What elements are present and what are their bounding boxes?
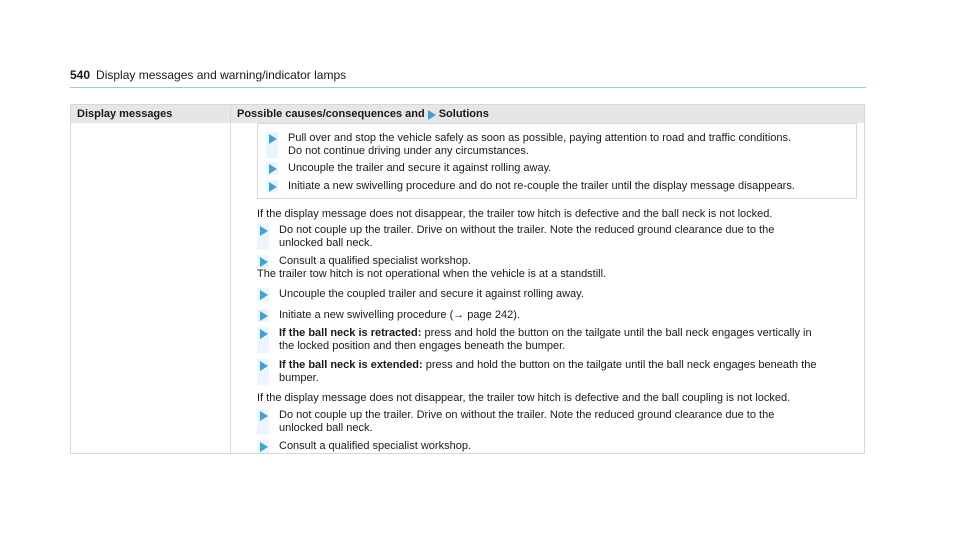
list-item [257, 255, 856, 268]
item-text: unlocked ball neck. [279, 237, 373, 249]
item-text: Consult a qualified specialist workshop. [279, 440, 471, 452]
page-header [70, 69, 346, 82]
arrow-right-icon [269, 134, 277, 144]
item-text: press and hold the button on the tailgate until the ball neck engages beneath the [422, 359, 817, 371]
list-item [257, 440, 856, 453]
item-text: unlocked ball neck. [279, 422, 373, 434]
condition-label: If the ball neck is extended: [279, 359, 423, 371]
list-item [257, 327, 856, 353]
item-text: press and hold the button on the tailgate until the ball neck engages vertically in [421, 327, 812, 339]
arrow-right-icon [260, 290, 268, 300]
item-text: the locked position and then engages beneath the bumper. [279, 340, 566, 352]
list-item [257, 309, 856, 322]
col2-suffix: Solutions [438, 108, 489, 120]
table-header [71, 105, 864, 123]
item-text: Do not couple up the trailer. Drive on without the trailer. Note the reduced ground clearance due to the [279, 224, 775, 236]
list-item [266, 180, 848, 193]
list-item [257, 409, 856, 435]
arrow-right-icon [269, 164, 277, 174]
list-item [266, 162, 848, 175]
item-text: Uncouple the coupled trailer and secure it against rolling away. [279, 288, 584, 300]
column-divider [230, 105, 231, 453]
item-text: Consult a qualified specialist workshop. [279, 255, 471, 267]
arrow-right-icon [428, 110, 436, 120]
arrow-right-icon [260, 361, 268, 371]
page-number: 540 [70, 68, 91, 82]
cross-reference: Initiate a new swivelling procedure (→ page 242). [279, 309, 520, 321]
instruction-box [257, 123, 857, 199]
item-text: Do not continue driving under any circumstances. [288, 145, 529, 157]
condition-label: If the ball neck is retracted: [279, 327, 422, 339]
header-rule [70, 87, 866, 88]
arrow-right-icon [260, 226, 268, 236]
paragraph: The trailer tow hitch is not operational when the vehicle is at a standstill. [257, 268, 607, 280]
arrow-right-icon [260, 329, 268, 339]
arrow-right-icon [269, 182, 277, 192]
item-text: bumper. [279, 372, 319, 384]
list-item [257, 288, 856, 301]
arrow-right-icon [260, 311, 268, 321]
list-item [257, 224, 856, 250]
item-text: Do not couple up the trailer. Drive on without the trailer. Note the reduced ground clearance due to the [279, 409, 775, 421]
arrow-right-icon [260, 442, 268, 452]
section-title: Display messages and warning/indicator lamps [96, 68, 347, 82]
arrow-right-icon [260, 411, 268, 421]
arrow-right-icon [260, 257, 268, 267]
message-table [70, 104, 865, 454]
col2-label: Possible causes/consequences and [237, 108, 425, 120]
list-item [266, 132, 848, 158]
item-text: Initiate a new swivelling procedure and do not re-couple the trailer until the display message disappears. [288, 180, 795, 192]
item-text: Uncouple the trailer and secure it against rolling away. [288, 162, 552, 174]
list-item [257, 359, 856, 385]
paragraph: If the display message does not disappear, the trailer tow hitch is defective and the ball neck is not locked. [257, 208, 773, 220]
col-causes-solutions [237, 108, 489, 121]
item-text: Pull over and stop the vehicle safely as soon as possible, paying attention to road and traffic conditions. [288, 132, 792, 144]
col-display-messages: Display messages [77, 108, 173, 120]
paragraph: If the display message does not disappear, the trailer tow hitch is defective and the ball coupling is not locked. [257, 392, 791, 404]
